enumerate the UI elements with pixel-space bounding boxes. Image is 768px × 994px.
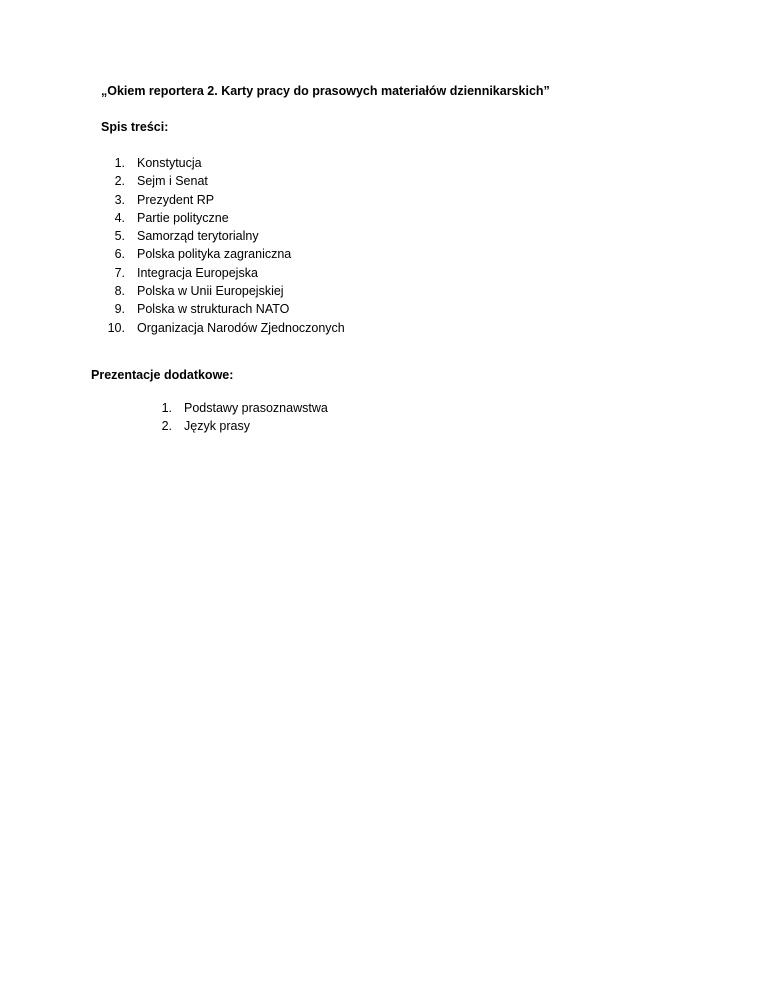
toc-item [101,172,345,190]
toc-item-label: Integracja Europejska [137,265,258,280]
toc-item-label: Polska polityka zagraniczna [137,247,292,262]
toc-item-number: 2. [114,174,125,189]
toc-item-label: Prezydent RP [137,192,215,207]
toc-item [101,300,345,318]
toc-item-label: Samorząd terytorialny [137,229,259,244]
toc-item-number: 8. [114,284,125,299]
toc-item [101,319,345,337]
toc-item-number: 3. [114,192,125,207]
toc-item-number: 5. [114,229,125,244]
toc-item-label: Sejm i Senat [137,174,208,189]
extras-item-number: 2. [161,419,172,434]
extras-item-label: Język prasy [184,419,250,434]
toc-item [101,264,345,282]
toc-item-number: 10. [107,320,125,335]
toc-item-label: Polska w Unii Europejskiej [137,284,284,299]
toc-item-number: 9. [114,302,125,317]
toc-item-label: Polska w strukturach NATO [137,302,290,317]
toc-item-number: 1. [114,156,125,170]
extras-list [148,399,328,436]
toc-item-label: Konstytucja [137,156,202,170]
extras-item-label: Podstawy prasoznawstwa [184,401,328,415]
toc-item-number: 6. [114,247,125,262]
toc-item [101,209,345,227]
toc-item-label: Organizacja Narodów Zjednoczonych [137,320,345,335]
document-title: „Okiem reportera 2. Karty pracy do prasowych materiałów dziennikarskich” [101,84,550,98]
extras-item [148,417,328,435]
toc-item [101,191,345,209]
extras-item-number: 1. [161,401,172,415]
toc-item-number: 4. [114,210,125,225]
toc-item [101,282,345,300]
toc-item [101,227,345,245]
toc-heading: Spis treści: [101,120,169,134]
toc-item [101,245,345,263]
extras-heading: Prezentacje dodatkowe: [91,368,234,382]
extras-item [148,399,328,417]
toc-list [101,154,345,337]
toc-item [101,154,345,172]
toc-item-label: Partie polityczne [137,210,229,225]
toc-item-number: 7. [114,265,125,280]
